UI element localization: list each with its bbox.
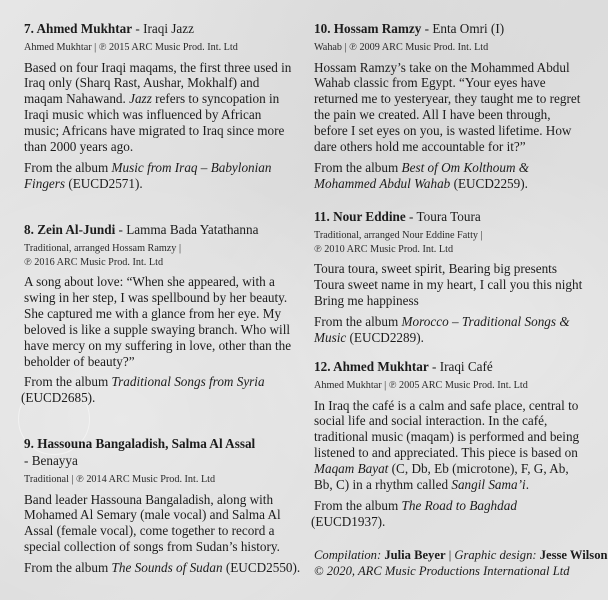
track-title: 12. Ahmed Mukhtar - Iraqi Café	[314, 359, 493, 374]
catalog-number: (EUCD2550).	[222, 560, 301, 576]
album-source: From the album Best of Om Kolthoum & Mohammed Abdul Wahab (EUCD2259).	[314, 159, 530, 191]
track-title: 11. Nour Eddine - Toura Toura	[314, 209, 481, 224]
song-name: Toura Toura	[416, 209, 481, 224]
album-title: Morocco – Traditional Songs & Music	[314, 313, 570, 345]
track-credit: Traditional, arranged Hossam Ramzy | ℗ 2016 ARC Music Prod. Int. Ltd	[24, 243, 181, 268]
album-source: From the album Traditional Songs from Syria (EUCD2685).	[21, 374, 265, 406]
track-credit: Wahab | ℗ 2009 ARC Music Prod. Int. Ltd	[314, 42, 489, 53]
compilation-name: Julia Beyer	[384, 548, 446, 562]
credits-line: Compilation: Julia Beyer | Graphic design: Jesse Wilson	[314, 548, 608, 562]
song-name: Iraqi Café	[439, 359, 493, 374]
track-description: Hossam Ramzy’s take on the Mohammed Abdul Wahab classic from Egypt. “Your eyes have returned me to yesteryear, they taught me to regret the pain we created. All I have been through, before I set eyes on you, is wasted lifetime. How dare others hold me accountable for it?”	[314, 59, 581, 155]
track-entry-11	[314, 209, 584, 346]
album-source: From the album The Road to Baghdad (EUCD1937).	[311, 497, 517, 529]
track-entry-8	[21, 222, 294, 406]
track-number-artist: 11. Nour Eddine	[314, 209, 406, 224]
track-entry-10	[314, 21, 584, 192]
designer-name: Jesse Wilson	[539, 548, 608, 562]
track-entry-12	[311, 359, 584, 530]
credits-footer	[314, 547, 608, 579]
album-title: Music from Iraq – Babylonian Fingers	[24, 159, 272, 191]
track-description: Band leader Hassouna Bangaladish, along with Mohamed Al Semary (male vocal) and Salma Al Assal (female vocal), come together to record a special collection of songs from Sudan’s history.	[24, 491, 281, 555]
track-credit: Ahmed Mukhtar | ℗ 2005 ARC Music Prod. Int. Ltd	[314, 380, 528, 391]
track-number-artist: 9. Hassouna Bangaladish, Salma Al Assal	[24, 436, 256, 451]
track-entry-9	[24, 436, 301, 576]
song-name: Iraqi Jazz	[143, 21, 194, 36]
track-number-artist: 7. Ahmed Mukhtar	[24, 21, 133, 36]
album-title: Best of Om Kolthoum & Mohammed Abdul Wahab	[314, 159, 530, 191]
album-title: Traditional Songs from Syria	[111, 374, 265, 390]
album-source: From the album The Sounds of Sudan (EUCD2550).	[24, 560, 301, 576]
song-name: Benayya	[31, 453, 78, 468]
track-number-artist: 12. Ahmed Mukhtar	[314, 359, 429, 374]
track-title: 10. Hossam Ramzy - Enta Omri (I)	[314, 21, 505, 36]
catalog-number: (EUCD2289).	[346, 329, 424, 345]
track-title	[24, 436, 294, 452]
track-credit: Traditional | ℗ 2014 ARC Music Prod. Int. Ltd	[24, 474, 216, 485]
track-entry-7	[24, 21, 294, 192]
track-number-artist: 10. Hossam Ramzy	[314, 21, 422, 36]
album-source: From the album Music from Iraq – Babylonian Fingers (EUCD2571).	[24, 159, 272, 191]
album-title: The Road to Baghdad	[401, 497, 517, 513]
track-number-artist: 8. Zein Al-Jundi	[24, 222, 116, 237]
track-title: 7. Ahmed Mukhtar - Iraqi Jazz	[24, 21, 194, 36]
copyright-notice: © 2020, ARC Music Productions International Ltd	[314, 564, 570, 578]
album-title: The Sounds of Sudan	[111, 560, 223, 576]
catalog-number: (EUCD2685).	[21, 390, 96, 406]
catalog-number: (EUCD2259).	[450, 175, 528, 191]
song-name: Lamma Bada Yatathanna	[126, 222, 259, 237]
track-description: Based on four Iraqi maqams, the first three used in Iraq only (Sharq Rast, Aushar, Mokhalf) and maqam Nahawand. Jazz refers to syncopation in Iraqi music which was influenced by African music; Africans have migrated to Iraq since more than 2000 years ago.	[24, 59, 292, 155]
catalog-number: (EUCD2571).	[65, 175, 143, 191]
track-credit: Ahmed Mukhtar | ℗ 2015 ARC Music Prod. Int. Ltd	[24, 42, 238, 53]
track-lyrics: Toura toura, sweet spirit, Bearing big presents Toura sweet name in my heart, I call you this night Bring me happiness	[314, 261, 583, 308]
song-name: Enta Omri (I)	[432, 21, 505, 36]
track-song-line: - Benayya	[24, 453, 78, 468]
catalog-number: (EUCD1937).	[311, 513, 386, 529]
track-credit: Traditional, arranged Nour Eddine Fatty | ℗ 2010 ARC Music Prod. Int. Ltd	[314, 230, 483, 255]
track-description: A song about love: “When she appeared, with a swing in her step, I was spellbound by her beauty. She captured me with a glance from her eye. My beloved is like a supple swaying branch. Who will have mercy on my suffering in love, other than the beholder of beauty?”	[24, 274, 292, 369]
album-source: From the album Morocco – Traditional Songs & Music (EUCD2289).	[314, 313, 570, 345]
track-description: In Iraq the café is a calm and safe place, central to social life and social interaction. In the café, traditional music (maqam) is performed and being listened to and appreciated. This piece is based on Maqam Bayat (C, Db, Eb (microtone), F, G, Ab, Bb, C) in a rhythm called Sangil Sama’i.	[314, 397, 580, 493]
track-title: 8. Zein Al-Jundi - Lamma Bada Yatathanna	[24, 222, 259, 237]
